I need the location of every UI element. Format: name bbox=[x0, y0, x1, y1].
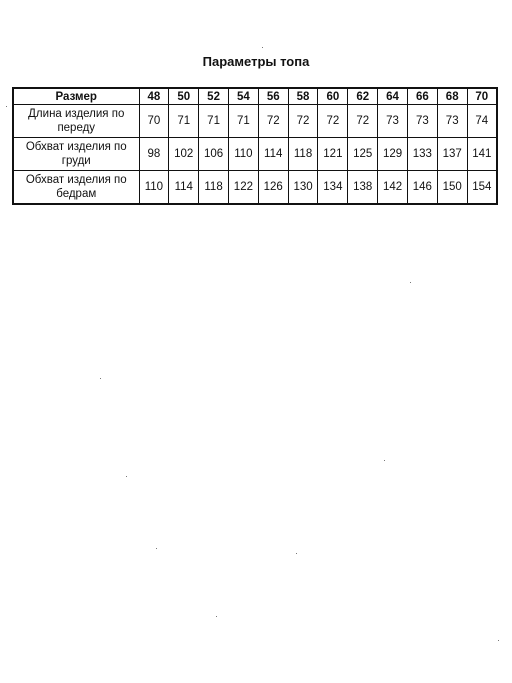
table-header-row bbox=[13, 88, 497, 105]
table-cell: 74 bbox=[467, 105, 497, 138]
table-cell: 134 bbox=[318, 171, 348, 205]
size-header: 68 bbox=[437, 88, 467, 105]
size-header: 64 bbox=[378, 88, 408, 105]
table-cell: 72 bbox=[288, 105, 318, 138]
scan-speck bbox=[216, 616, 217, 617]
scan-speck bbox=[410, 282, 411, 283]
table-cell: 118 bbox=[199, 171, 229, 205]
table-row bbox=[13, 171, 497, 205]
table-cell: 129 bbox=[378, 138, 408, 171]
table-cell: 126 bbox=[258, 171, 288, 205]
table-cell: 72 bbox=[318, 105, 348, 138]
table-cell: 71 bbox=[199, 105, 229, 138]
size-table bbox=[12, 87, 498, 205]
table-cell: 122 bbox=[228, 171, 258, 205]
size-header: 70 bbox=[467, 88, 497, 105]
scan-speck bbox=[156, 548, 157, 549]
table-cell: 72 bbox=[348, 105, 378, 138]
table-cell: 72 bbox=[258, 105, 288, 138]
scan-speck bbox=[296, 553, 297, 554]
table-cell: 133 bbox=[407, 138, 437, 171]
table-cell: 150 bbox=[437, 171, 467, 205]
table-cell: 138 bbox=[348, 171, 378, 205]
size-header: 48 bbox=[139, 88, 169, 105]
page-title: Параметры топа bbox=[202, 54, 310, 69]
table-cell: 71 bbox=[228, 105, 258, 138]
table-cell: 102 bbox=[169, 138, 199, 171]
table-cell: 110 bbox=[139, 171, 169, 205]
table-cell: 73 bbox=[378, 105, 408, 138]
scan-speck bbox=[100, 378, 101, 379]
table-cell: 114 bbox=[169, 171, 199, 205]
scan-speck bbox=[6, 106, 7, 107]
table-cell: 154 bbox=[467, 171, 497, 205]
table-cell: 146 bbox=[407, 171, 437, 205]
table-cell: 142 bbox=[378, 171, 408, 205]
table-cell: 118 bbox=[288, 138, 318, 171]
table-cell: 71 bbox=[169, 105, 199, 138]
table-cell: 130 bbox=[288, 171, 318, 205]
table-cell: 110 bbox=[228, 138, 258, 171]
table-cell: 141 bbox=[467, 138, 497, 171]
table-cell: 106 bbox=[199, 138, 229, 171]
scan-speck bbox=[384, 460, 385, 461]
table-cell: 137 bbox=[437, 138, 467, 171]
size-header: 62 bbox=[348, 88, 378, 105]
header-label: Размер bbox=[13, 88, 139, 105]
scan-speck bbox=[262, 47, 263, 48]
table-cell: 98 bbox=[139, 138, 169, 171]
table-cell: 70 bbox=[139, 105, 169, 138]
size-header: 50 bbox=[169, 88, 199, 105]
scan-speck bbox=[126, 476, 127, 477]
table-cell: 73 bbox=[407, 105, 437, 138]
size-header: 66 bbox=[407, 88, 437, 105]
table-row bbox=[13, 105, 497, 138]
size-header: 52 bbox=[199, 88, 229, 105]
size-header: 58 bbox=[288, 88, 318, 105]
table-cell: 114 bbox=[258, 138, 288, 171]
table-cell: 125 bbox=[348, 138, 378, 171]
row-label: Обхват изделия по бедрам bbox=[13, 171, 139, 205]
table-row bbox=[13, 138, 497, 171]
row-label: Обхват изделия по груди bbox=[13, 138, 139, 171]
row-label: Длина изделия по переду bbox=[13, 105, 139, 138]
table-cell: 73 bbox=[437, 105, 467, 138]
scan-speck bbox=[498, 640, 499, 641]
size-header: 54 bbox=[228, 88, 258, 105]
size-header: 56 bbox=[258, 88, 288, 105]
table-cell: 121 bbox=[318, 138, 348, 171]
size-header: 60 bbox=[318, 88, 348, 105]
